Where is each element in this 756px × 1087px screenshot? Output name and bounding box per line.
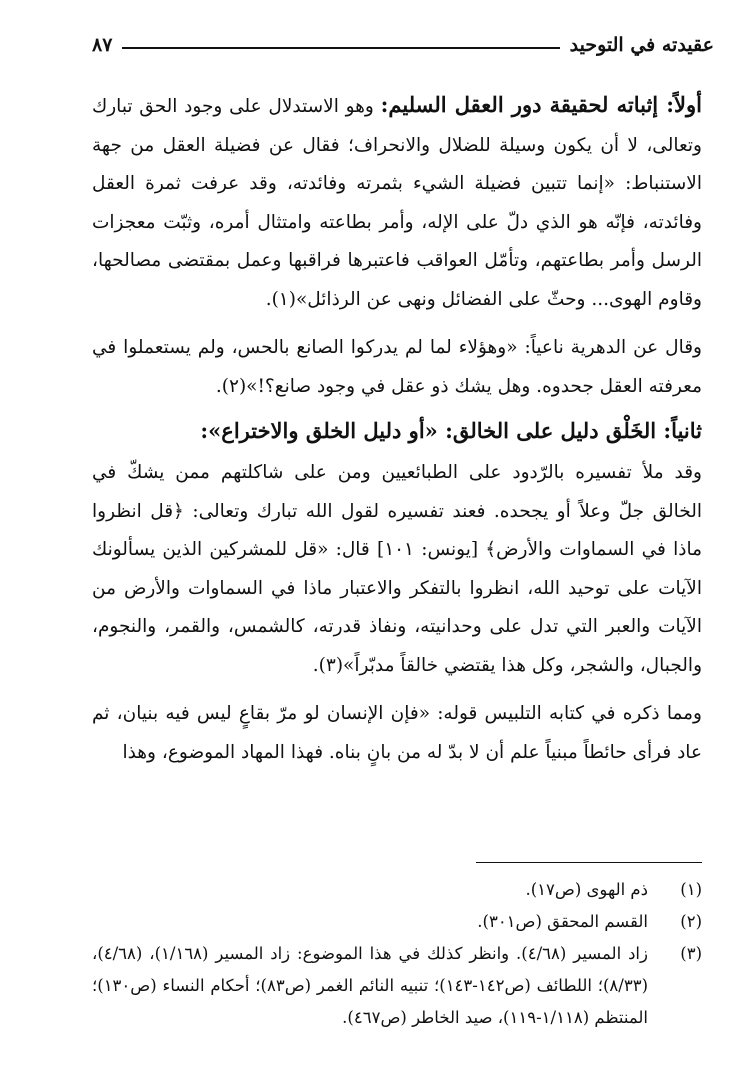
paragraph-talbis: ومما ذكره في كتابه التلبيس قوله: «فإن الإنسان لو مرّ بقاعٍ ليس فيه بنيان، ثم عاد فرأى حائطاً مبنياً علم أن لا بدّ له من بانٍ بناه. فهذا المهاد الموضوع، وهذا (92, 703, 702, 763)
running-header-title: عقيدته في التوحيد (569, 34, 714, 56)
paragraph-reason-text: وهو الاستدلال على وجود الحق تبارك وتعالى، لا أن يكون وسيلة للضلال والانحراف؛ فقال عن فضيلة العقل من جهة الاستنباط: «إنما تتبين فضيلة الشيء بثمرته وفائدته، وقد عرفت ثمرة العقل وفائدته، فإنّه هو الذي دلّ على الإله، وأمر بطاعته وامتثال أمره، وثبّت معجزات الرسل وأمر بطاعتهم، وتأمّل العواقب فاعتبرها فراقبها وعمل بمقتضى مصالحها، وقاوم الهوى... وحثّ على الفضائل ونهى عن الرذائل»(١). (92, 96, 702, 310)
footnote-separator (476, 862, 702, 863)
footnote-number: (١) (680, 880, 702, 899)
paragraph-reason (92, 86, 702, 319)
page-number: ٨٧ (92, 34, 113, 56)
section-heading-reason: أولاً: إثباته لحقيقة دور العقل السليم: (380, 92, 702, 117)
footnote-text: ذم الهوى (ص١٧). (525, 880, 648, 899)
footnote-number: (٢) (680, 912, 702, 931)
footnote-number: (٣) (680, 944, 702, 963)
footnote-item (92, 906, 702, 938)
footnote-text: القسم المحقق (ص٣٠١). (477, 912, 648, 931)
footnote-item (92, 874, 702, 906)
footnote-text: زاد المسير (٤/٦٨). وانظر كذلك في هذا الموضوع: زاد المسير (١/١٦٨)، (٤/٦٨)، (٨/٣٣)؛ اللطائف (ص١٤٢-١٤٣)؛ تنبيه النائم الغمر (ص٨٣)؛ أحكام النساء (ص١٣٠)؛ المنتظم (١/١١٨-١١٩)، صيد الخاطر (ص٤٦٧). (92, 944, 648, 1027)
paragraph-dahriya: وقال عن الدهرية ناعياً: «وهؤلاء لما لم يدركوا الصانع بالحس، ولم يستعملوا في معرفته العقل جحدوه. وهل يشك ذو عقل في وجود صانع؟!»(٢). (92, 337, 702, 397)
section-heading-creation: ثانياً: الخَلْق دليل على الخالق: «أو دليل الخلق والاختراع»: (200, 418, 702, 443)
paragraph-creation: وقد ملأ تفسيره بالرّدود على الطبائعيين ومن على شاكلتهم ممن يشكّ في الخالق جلّ وعلاً أو يجحده. فعند تفسيره لقول الله تبارك وتعالى: ﴿قل انظروا ماذا في السماوات والأرض﴾ [يونس: ١٠١] قال: «قل للمشركين الذين يسألونك الآيات على توحيد الله، انظروا بالتفكر والاعتبار ماذا في السماوات والأرض من الآيات والعبر التي تدل على وحدانيته، ونفاذ قدرته، كالشمس، والقمر، والنجوم، والجبال، والشجر، وكل هذا يقتضي خالقاً مدبّراً»(٣). (92, 462, 702, 676)
header-rule (122, 47, 559, 49)
body-text (92, 86, 702, 772)
running-header (92, 26, 714, 56)
footnote-item (92, 938, 702, 1034)
footnotes (92, 874, 702, 1034)
